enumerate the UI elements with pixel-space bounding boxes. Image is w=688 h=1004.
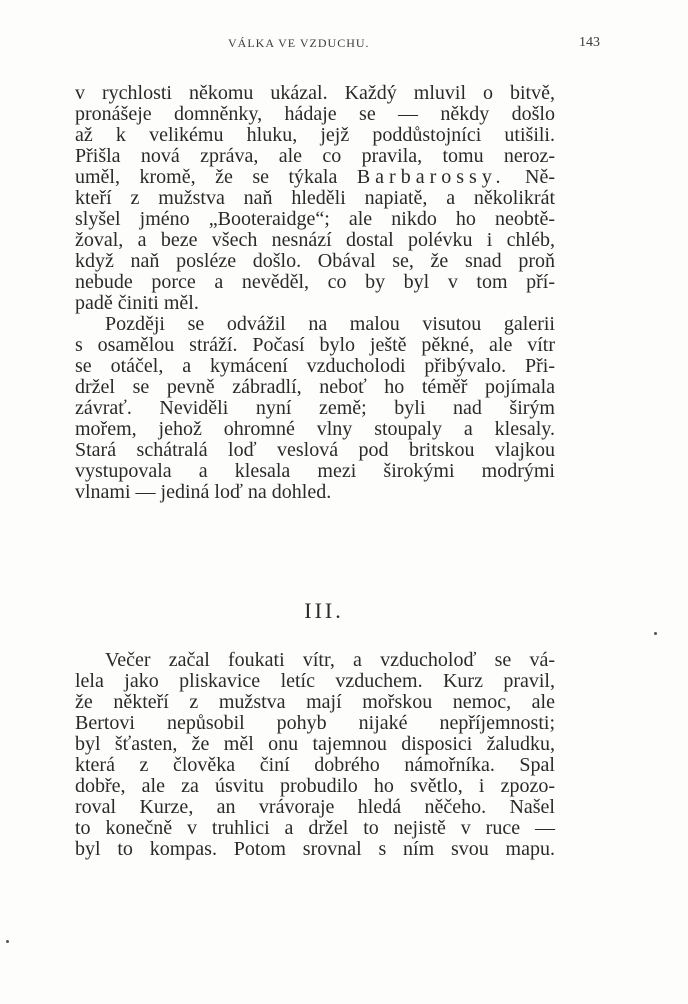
paragraph-block-1	[75, 83, 555, 503]
text-line: roval Kurze, an vrávoraje hledá něčeho. Našel	[75, 796, 555, 818]
text-line: držel se pevně zábradlí, neboť ho téměř pojímala	[75, 376, 555, 398]
running-title: VÁLKA VE VZDUCHU.	[228, 36, 370, 50]
chapter-heading: III.	[304, 598, 344, 623]
text-fragment: uměl, kromě, že se týkala	[75, 166, 338, 188]
text-line: která z člověka činí dobrého námořníka. Spal	[75, 754, 555, 776]
text-line: když naň posléze došlo. Obával se, že snad proň	[75, 250, 555, 272]
text-line: slyšel jméno „Booteraidge“; ale nikdo ho neobtě-	[75, 208, 555, 230]
text-line: lela jako pliskavice letíc vzduchem. Kurz pravil,	[75, 670, 555, 692]
text-line: žoval, a beze všech nesnází dostal polévku i chléb,	[75, 229, 555, 251]
text-line: s osamělou stráží. Počasí bylo ještě pěkné, ale vítr	[75, 334, 555, 356]
text-line: byl to kompas. Potom srovnal s ním svou mapu.	[75, 838, 555, 860]
text-line: dobře, ale za úsvitu probudilo ho světlo, i zpozo-	[75, 775, 555, 797]
text-line: že někteří z mužstva mají mořskou nemoc, ale	[75, 691, 555, 713]
paper-speck	[654, 632, 657, 635]
page-number: 143	[579, 35, 600, 50]
text-line: kteří z mužstva naň hleděli napiatě, a několikrát	[75, 187, 555, 209]
text-line: byl šťasten, že měl onu tajemnou disposici žaludku,	[75, 733, 555, 755]
text-line: Stará schátralá loď veslová pod britskou vlajkou	[75, 439, 555, 461]
text-line: v rychlosti někomu ukázal. Každý mluvil o bitvě,	[75, 82, 555, 104]
text-line: vystupovala a klesala mezi širokými modrými	[75, 460, 555, 482]
text-line: Večer začal foukati vítr, a vzducholoď se vá-	[105, 649, 555, 671]
text-line: závrať. Neviděli nyní země; byli nad širým	[75, 397, 555, 419]
text-fragment: Ně-	[525, 166, 556, 188]
spaced-name: Barbarossy.	[356, 166, 506, 188]
paper-speck	[6, 940, 9, 943]
running-head	[0, 36, 688, 56]
text-line: Bertovi nepůsobil pohyb nijaké nepříjemnosti;	[75, 712, 555, 734]
text-line: to konečně v truhlici a držel to nejistě v ruce —	[75, 817, 555, 839]
paragraph-block-2	[75, 650, 555, 860]
text-line: až k velikému hluku, jejž poddůstojníci utišili.	[75, 124, 555, 146]
text-line: nebude porce a nevěděl, co by byl v tom pří-	[75, 271, 555, 293]
text-line: vlnami — jediná loď na dohled.	[75, 481, 332, 503]
text-line: padě činiti měl.	[75, 292, 199, 314]
text-line: Později se odvážil na malou visutou galerii	[105, 313, 555, 335]
text-line: se otáčel, a kymácení vzducholodi přibývalo. Při-	[75, 355, 555, 377]
text-line: mořem, jehož ohromné vlny stoupaly a klesaly.	[75, 418, 555, 440]
text-line	[75, 167, 555, 188]
text-line: Přišla nová zpráva, ale co pravila, tomu neroz-	[75, 145, 555, 167]
text-line: pronášeje domněnky, hádaje se — někdy došlo	[75, 103, 555, 125]
